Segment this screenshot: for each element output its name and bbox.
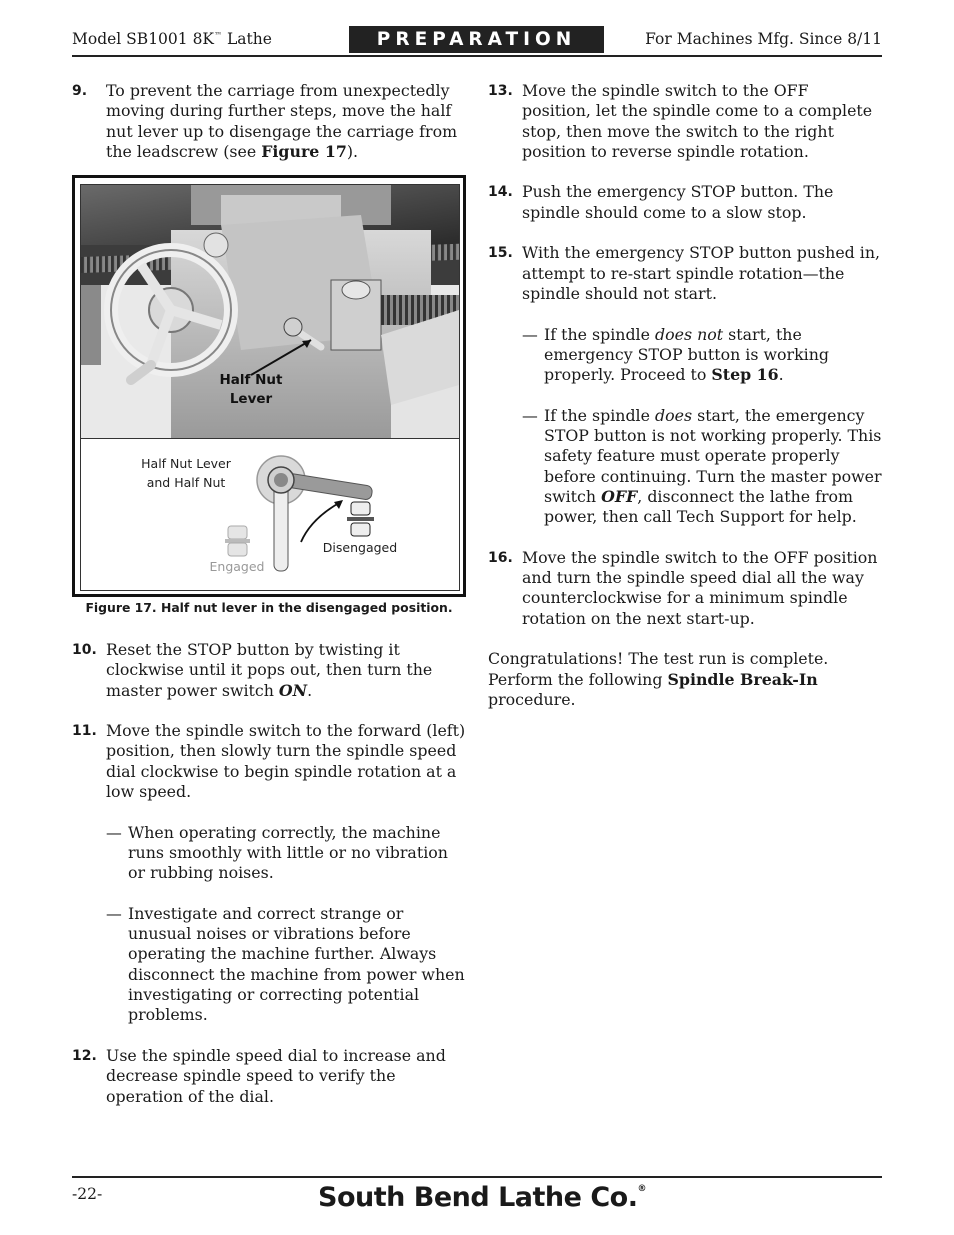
step-number: 9.: [72, 83, 88, 99]
step-16: [488, 548, 882, 629]
note-mid: start, the emergency STOP button is working properly. Proceed to: [544, 324, 829, 385]
step-12: [72, 1046, 466, 1107]
step-9: [72, 81, 466, 162]
note-after: , disconnect the lathe from power, then call Tech Support for help.: [544, 486, 857, 527]
figure-17: [72, 175, 466, 597]
left-column-top: [72, 81, 466, 162]
step-10-after: .: [307, 680, 313, 700]
page-number: -22-: [72, 1185, 103, 1203]
note-pre: If the spindle: [544, 324, 655, 344]
disengaged-label: Disengaged: [322, 540, 398, 555]
page-header: [72, 25, 882, 57]
engaged-label: Engaged: [209, 559, 265, 574]
step-text: Move the spindle switch to the forward (left) position, then slowly turn the spindle speed dial clockwise to begin spindle rotation at a low speed.: [106, 721, 466, 802]
switch-on-text: ON: [278, 680, 308, 700]
step-11: [72, 721, 466, 802]
note-text: Investigate and correct strange or unusual noises or vibrations before operating the machine further. Always disconnect the machine from power when investigating or correcting potential problems.: [128, 903, 465, 1025]
model-name: Model SB1001 8K: [72, 30, 215, 48]
machine-date: For Machines Mfg. Since 8/11: [645, 30, 882, 48]
photo-label-line1: Half Nut: [219, 372, 283, 388]
diagram-label-line2: and Half Nut: [146, 475, 226, 490]
figure-caption: Figure 17. Half nut lever in the disengaged position.: [85, 600, 453, 615]
note-text: [544, 406, 882, 528]
step-15: [488, 243, 882, 304]
note-italic: does not: [654, 324, 724, 344]
step-9-after: ).: [346, 141, 359, 161]
step-ref: Step 16: [711, 365, 779, 385]
note-after: .: [778, 365, 784, 385]
half-nut-diagram: [81, 438, 459, 591]
step-13: [488, 81, 882, 162]
disengaged-half-nut: [347, 502, 374, 536]
step-text: Move the spindle switch to the OFF position, let the spindle come to a complete stop, then move the switch to the right position to reverse spindle rotation.: [522, 81, 873, 161]
note-italic: does: [654, 405, 693, 425]
brand-logo: [318, 1182, 646, 1213]
diagram-label-line1: Half Nut Lever: [141, 456, 231, 471]
step-15-note-2: [522, 406, 882, 528]
note-pre: If the spindle: [544, 405, 655, 425]
step-number: 10.: [72, 642, 97, 658]
step-number: 12.: [72, 1047, 97, 1064]
step-number: 15.: [488, 245, 513, 262]
step-10-text: Reset the STOP button by twisting it clockwise until it pops out, then turn the master power switch: [106, 640, 433, 700]
step-10: [72, 640, 466, 701]
model-title: [72, 30, 272, 48]
section-banner: PREPARATION: [349, 26, 604, 53]
step-11-note-2: [106, 904, 466, 1026]
step-number: 13.: [488, 83, 513, 99]
step-text: With the emergency STOP button pushed in, attempt to re-start spindle rotation—the spindle should not start.: [522, 243, 881, 303]
dash: —: [522, 324, 538, 344]
congratulations-paragraph: [488, 649, 882, 710]
step-text: Move the spindle switch to the OFF position and turn the spindle speed dial all the way counterclockwise for a minimum spindle rotation on the next start-up.: [522, 547, 878, 628]
step-15-note-1: [522, 325, 882, 386]
dash: —: [106, 822, 122, 842]
engaged-half-nut: [225, 526, 250, 556]
photo-label-line2: Lever: [229, 391, 273, 407]
step-text: [106, 640, 466, 701]
step-number: 11.: [72, 723, 97, 740]
note-mid: start, the emergency STOP button is not working properly. This safety feature must operate properly before continuing. Turn the master power switch: [544, 405, 882, 506]
dash: —: [522, 405, 538, 425]
step-text: Push the emergency STOP button. The spindle should come to a slow stop.: [522, 182, 834, 222]
step-9-text: To prevent the carriage from unexpectedly moving during further steps, move the half nut lever up to disengage the carriage from the leadscrew (see: [106, 81, 458, 161]
trademark-mark: ™: [214, 30, 223, 40]
note-text: [544, 325, 882, 386]
step-number: 16.: [488, 549, 513, 566]
congrats-text: Congratulations! The test run is complete. Perform the following: [488, 649, 829, 689]
step-number: 14.: [488, 184, 513, 201]
step-14: [488, 182, 882, 223]
half-nut-diagram-svg: [81, 439, 459, 591]
lathe-carriage-photo: [81, 185, 459, 438]
registered-mark: ®: [637, 1184, 646, 1194]
dash: —: [106, 903, 122, 923]
brand-name: South Bend Lathe Co.: [318, 1182, 638, 1213]
step-11-note-1: [106, 823, 466, 884]
lathe-photo-illustration: [81, 185, 459, 438]
right-column: [488, 81, 882, 710]
rotation-arrow: [301, 503, 339, 542]
figure-ref: Figure 17: [261, 141, 347, 161]
model-suffix: Lathe: [222, 30, 272, 48]
switch-off-text: OFF: [601, 486, 638, 506]
note-text: When operating correctly, the machine runs smoothly with little or no vibration or rubbing noises.: [128, 822, 448, 883]
left-column-bottom: [72, 640, 466, 1107]
break-in-ref: Spindle Break-In: [667, 669, 818, 689]
congrats-after: procedure.: [488, 689, 576, 709]
step-text: [106, 81, 466, 162]
figure-frame: [80, 184, 460, 591]
page-footer: [72, 1176, 882, 1213]
step-text: Use the spindle speed dial to increase and decrease spindle speed to verify the operation of the dial.: [106, 1045, 446, 1106]
